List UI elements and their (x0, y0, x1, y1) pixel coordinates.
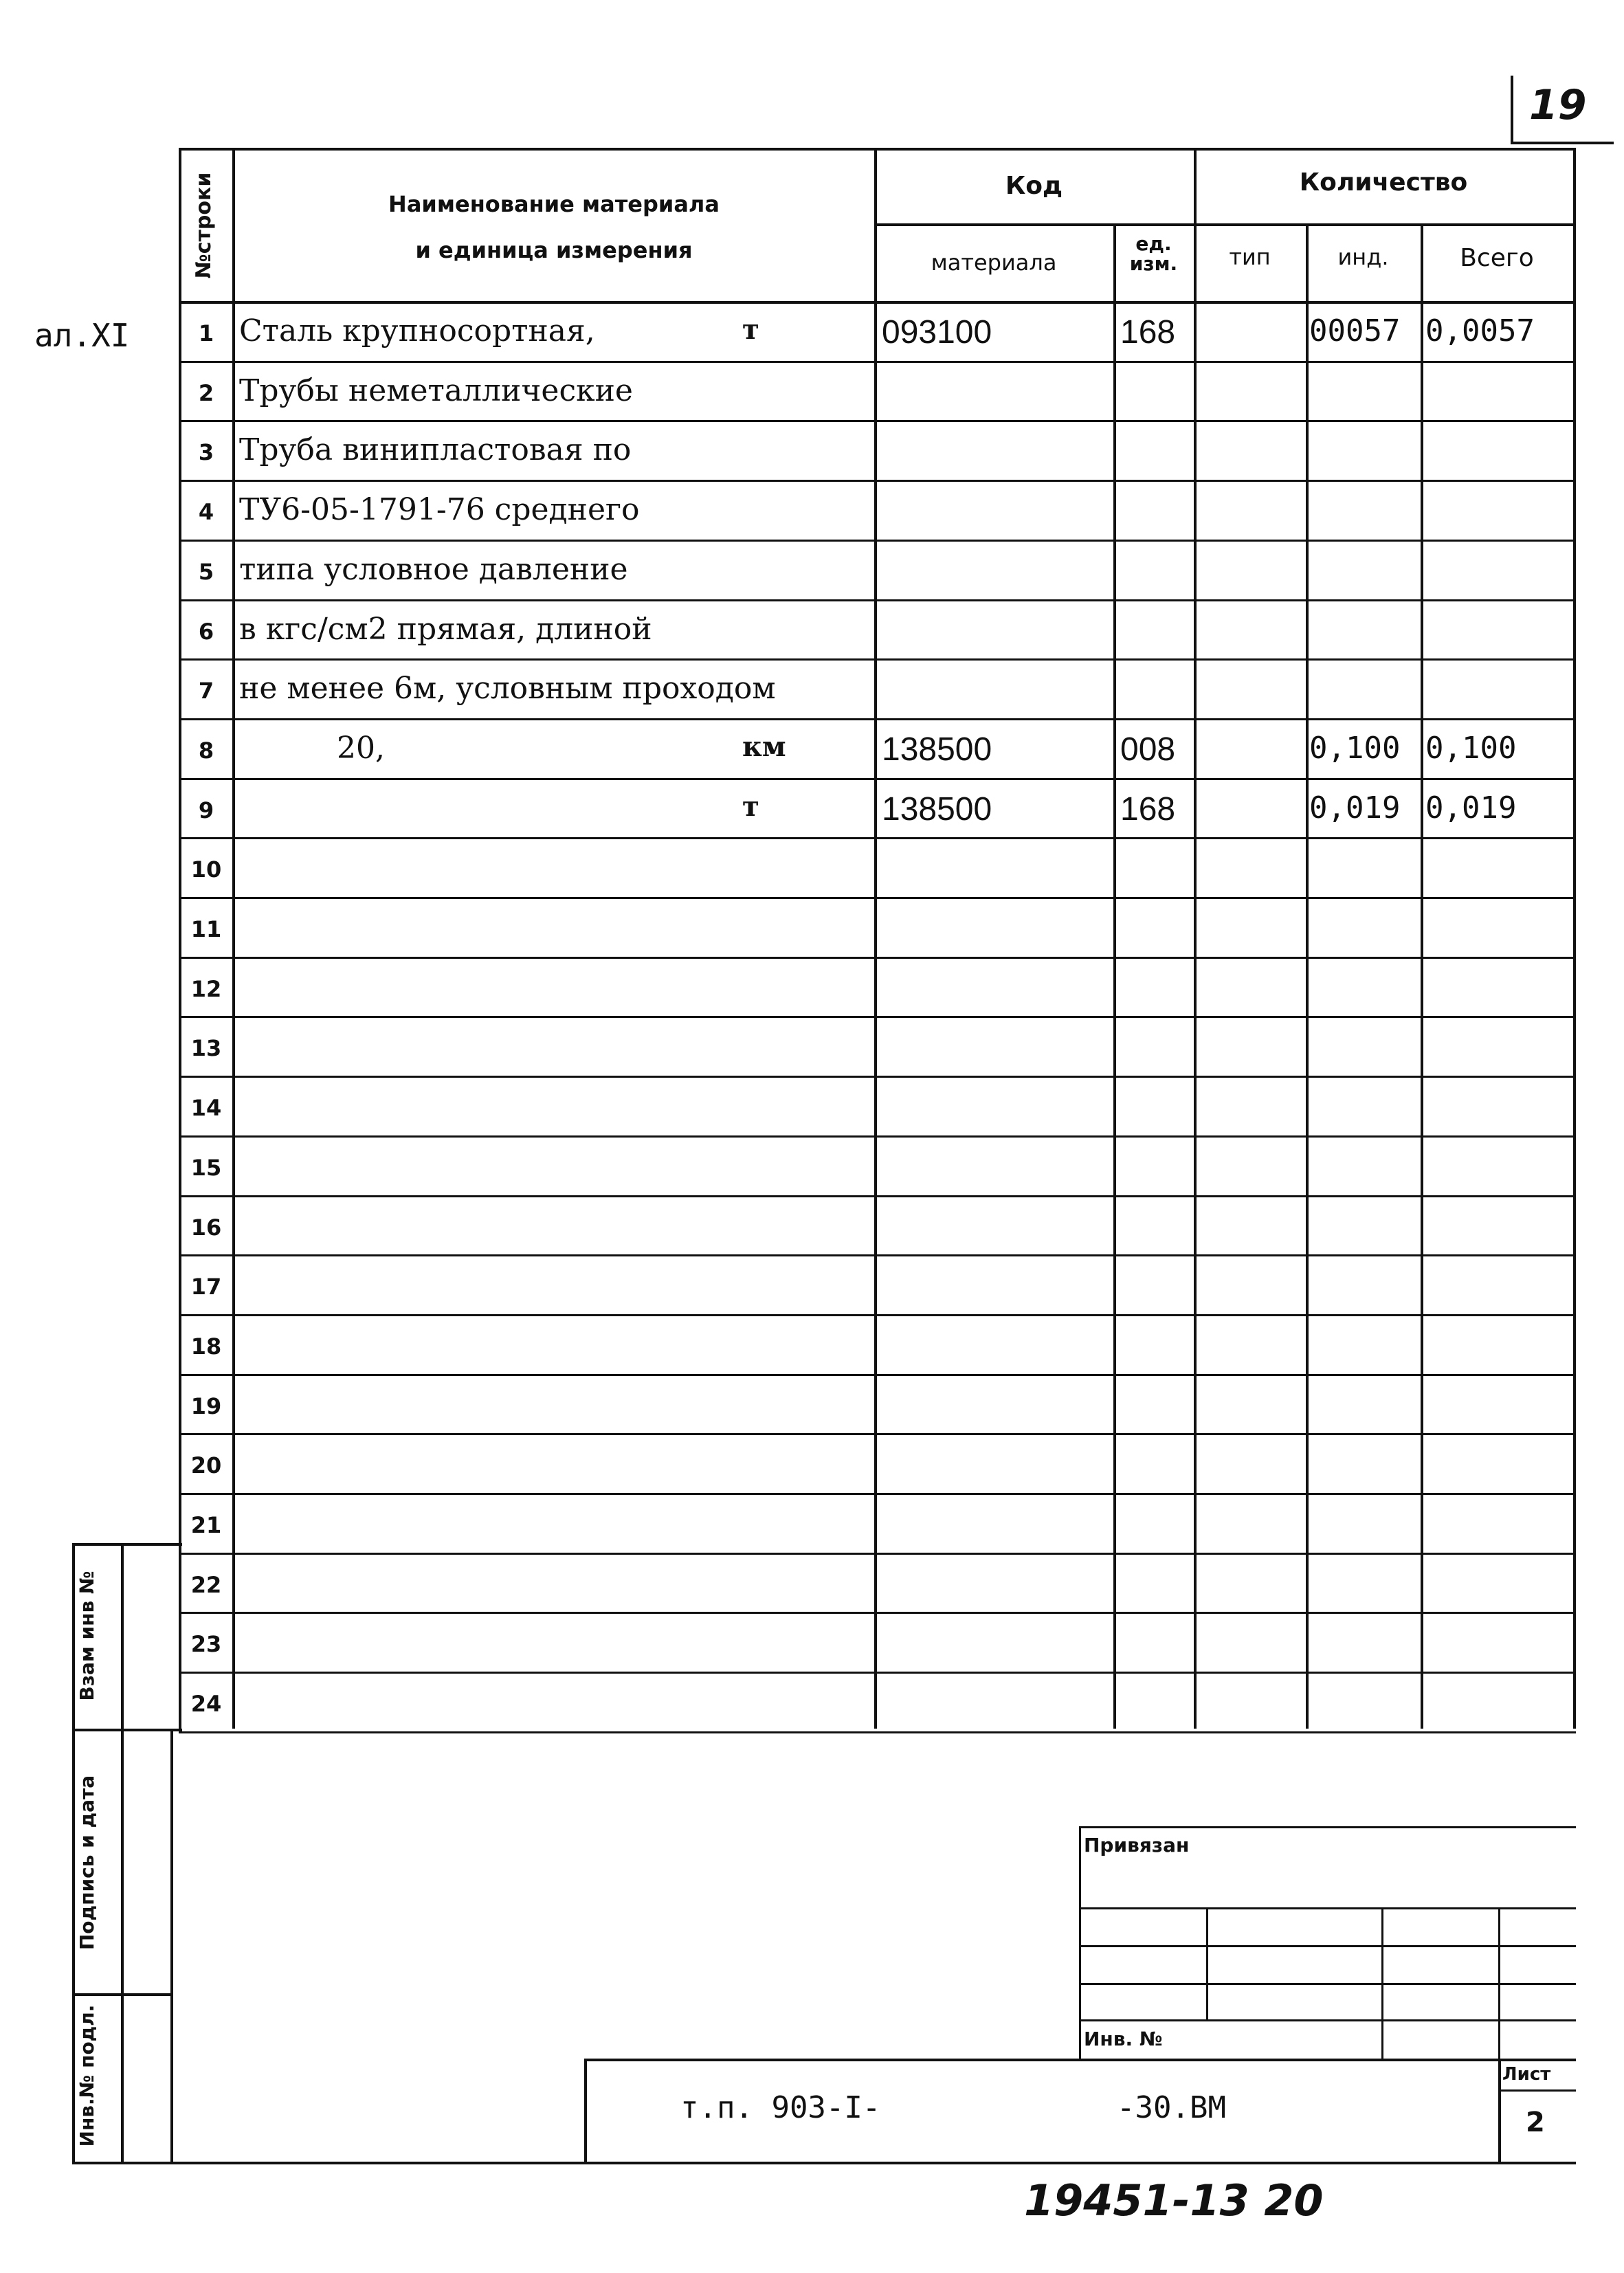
qty-ind: 00057 (1309, 313, 1401, 348)
row-divider (179, 480, 1576, 482)
material-code: 138500 (882, 731, 992, 768)
row-divider (179, 1314, 1576, 1316)
col-line-unit (1113, 223, 1116, 1729)
row-divider (179, 1672, 1576, 1674)
stamp-inner-border (121, 1543, 124, 2162)
col-line-ind (1306, 223, 1309, 1729)
page-number: 19 (1529, 81, 1587, 129)
privyazan-col-2 (1381, 1907, 1383, 2060)
unit-code: 168 (1120, 791, 1176, 828)
row-divider (179, 658, 1576, 661)
designation-right-text: -30.ВМ (1117, 2090, 1226, 2125)
row-divider (179, 1553, 1576, 1555)
privyazan-row-3 (1079, 1983, 1576, 1985)
stamp-outer-right (170, 1729, 173, 2162)
material-name: Сталь крупносортная, (239, 313, 595, 348)
unit-mark: т (742, 790, 759, 823)
row-number: 23 (190, 1631, 222, 1657)
stamp-inv: Инв.№ подл. (76, 2004, 98, 2147)
material-name: типа условное давление (239, 552, 628, 587)
sheet-label: Лист (1502, 2064, 1551, 2085)
row-divider (179, 957, 1576, 959)
row-number: 17 (190, 1274, 222, 1300)
inv-no-label: Инв. № (1084, 2028, 1163, 2050)
qty-total: 0,0057 (1425, 313, 1535, 348)
material-name: Трубы неметаллические (239, 373, 633, 408)
row-divider (179, 599, 1576, 601)
row-number: 14 (190, 1095, 222, 1121)
row-divider (179, 361, 1576, 363)
row-divider (179, 540, 1576, 542)
row-divider (179, 1076, 1576, 1078)
row-divider (179, 1135, 1576, 1138)
privyazan-left (1079, 1826, 1081, 2060)
privyazan-top (1079, 1826, 1576, 1828)
stamp-div-1 (72, 1729, 182, 1731)
designation-top (584, 2059, 1576, 2061)
material-name: ТУ6-05-1791-76 среднего (239, 492, 640, 527)
row-divider (179, 778, 1576, 780)
row-divider (179, 1016, 1576, 1018)
header-material: материала (931, 250, 1057, 276)
privyazan-row-4 (1079, 2019, 1576, 2021)
qty-ind: 0,019 (1309, 790, 1401, 825)
unit-code: 008 (1120, 731, 1176, 768)
sheet-number: 2 (1526, 2107, 1545, 2138)
row-divider (179, 1195, 1576, 1197)
row-number: 2 (198, 380, 214, 406)
material-name: в кгс/см2 прямая, длиной (239, 612, 652, 647)
col-line-total (1421, 223, 1423, 1729)
privyazan-col-1 (1206, 1907, 1208, 2021)
col-line-code (874, 148, 877, 1729)
stamp-left-border (72, 1543, 75, 2162)
row-divider (179, 1374, 1576, 1376)
row-number: 3 (198, 439, 214, 465)
privyazan-col-3 (1498, 1907, 1500, 2060)
row-number: 1 (198, 320, 214, 346)
row-divider (179, 420, 1576, 422)
row-number: 8 (198, 738, 214, 764)
header-row-no: №строки (192, 172, 216, 279)
material-name: не менее 6м, условным проходом (239, 671, 776, 706)
material-code: 093100 (882, 314, 992, 351)
header-bottom (179, 301, 1576, 304)
privyazan-label: Привязан (1084, 1834, 1190, 1856)
stamp-vzam: Взам инв № (76, 1571, 98, 1701)
designation-left-text: т.п. 903-I- (680, 2090, 881, 2125)
col-line-qty (1194, 148, 1197, 1729)
row-number: 21 (190, 1512, 222, 1538)
side-note: ал.XI (34, 317, 130, 354)
sheet-left (1498, 2059, 1501, 2162)
row-number: 5 (198, 559, 214, 585)
privyazan-row-1 (1079, 1907, 1576, 1909)
material-code: 138500 (882, 791, 992, 828)
row-divider (179, 1254, 1576, 1256)
material-name: Труба винипластовая по (239, 432, 632, 467)
header-unit: ед. изм. (1129, 232, 1178, 276)
row-number: 10 (190, 856, 222, 883)
header-code: Код (1005, 172, 1063, 200)
row-number: 16 (190, 1215, 222, 1241)
row-number: 4 (198, 499, 214, 525)
header-type: тип (1229, 244, 1271, 270)
row-divider (179, 837, 1576, 839)
sheet-divider (1498, 2089, 1576, 2092)
row-divider (179, 1731, 1576, 1733)
stamp-podpis: Подпись и дата (76, 1775, 98, 1951)
row-number: 20 (190, 1452, 222, 1478)
qty-total: 0,100 (1425, 731, 1517, 766)
header-quantity: Количество (1299, 168, 1468, 197)
header-name-line1: Наименование материала (388, 191, 720, 217)
row-number: 12 (190, 976, 222, 1002)
row-divider (179, 1493, 1576, 1495)
row-number: 19 (190, 1393, 222, 1419)
row-number: 7 (198, 678, 214, 704)
table-right-border (1573, 148, 1576, 1729)
unit-mark: т (742, 313, 759, 346)
row-number: 22 (190, 1572, 222, 1598)
row-number: 11 (190, 916, 222, 942)
privyazan-row-2 (1079, 1945, 1576, 1947)
row-divider (179, 718, 1576, 720)
header-name-line2: и единица измерения (415, 237, 693, 263)
row-divider (179, 897, 1576, 899)
header-ind: инд. (1337, 244, 1389, 270)
row-divider (179, 1612, 1576, 1614)
corner-bracket-horizontal (1511, 142, 1614, 144)
header-total: Всего (1460, 244, 1534, 272)
row-number: 18 (190, 1333, 222, 1360)
material-name: 20, (337, 731, 385, 766)
corner-bracket-vertical (1511, 76, 1513, 144)
header-mid (874, 223, 1576, 226)
unit-code: 168 (1120, 314, 1176, 351)
unit-mark: км (742, 731, 786, 763)
row-number: 13 (190, 1035, 222, 1061)
row-number: 9 (198, 797, 214, 823)
footer-handwritten: 19451-13 20 (1024, 2175, 1324, 2226)
designation-left (584, 2059, 587, 2162)
row-number: 24 (190, 1691, 222, 1717)
row-number: 6 (198, 619, 214, 645)
stamp-bottom (72, 2162, 1576, 2164)
row-number: 15 (190, 1155, 222, 1181)
qty-total: 0,019 (1425, 790, 1517, 825)
row-divider (179, 1433, 1576, 1435)
qty-ind: 0,100 (1309, 731, 1401, 766)
header-top (179, 148, 1576, 151)
